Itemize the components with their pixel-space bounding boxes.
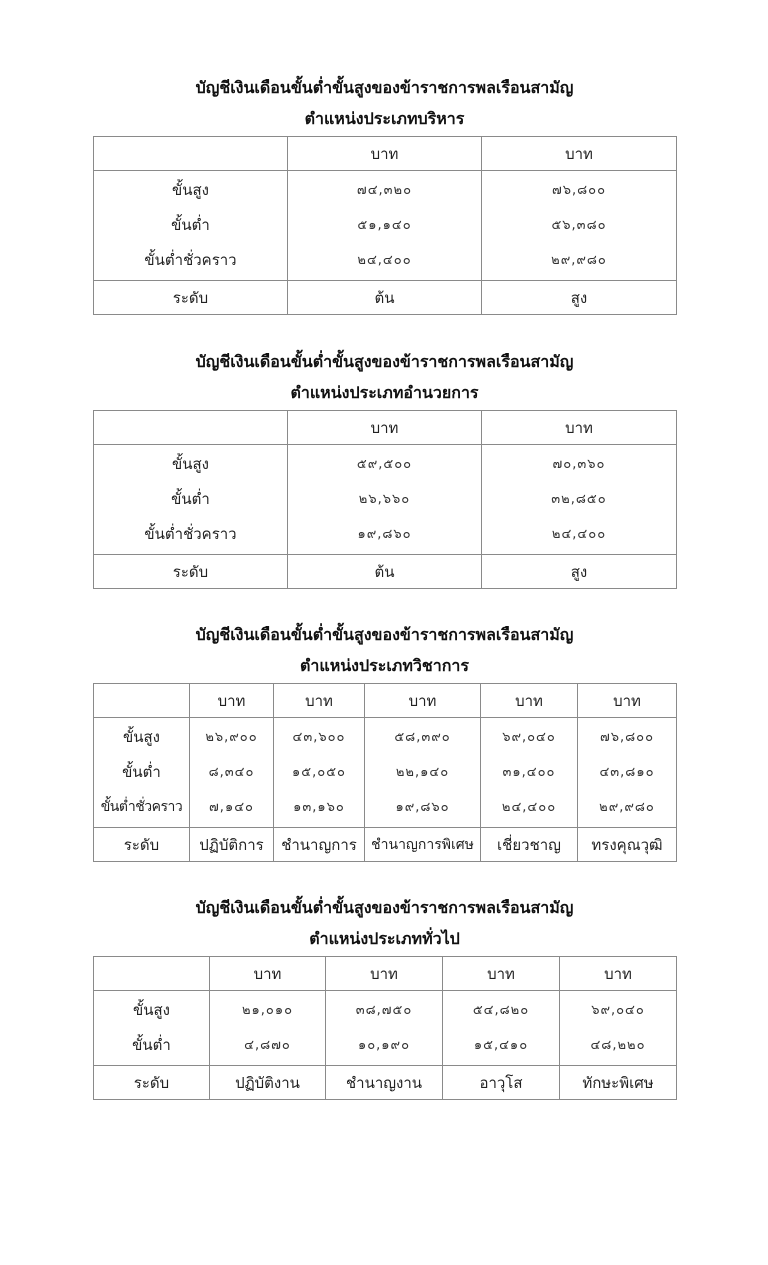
level-label: ระดับ [94,1066,210,1100]
unit-header: บาท [482,137,677,171]
level-cell: ชำนาญงาน [326,1066,443,1100]
value-column [274,718,365,828]
value-cell: ๒๔,๔๐๐ [551,527,607,542]
value-column [578,718,677,828]
value-column [365,718,481,828]
value-column [443,991,560,1066]
value-cell: ๖๙,๐๔๐ [591,1003,645,1018]
value-cell: ๑๓,๑๖๐ [293,800,345,815]
value-column [326,991,443,1066]
values-row [94,991,677,1066]
salary-table [93,136,677,315]
level-cell: ชำนาญการ [274,828,365,862]
row-label-min: ขั้นต่ำ [122,763,161,781]
unit-header: บาท [190,684,274,718]
value-cell: ๑๙,๘๖๐ [357,527,412,542]
level-cell: ทรงคุณวุฒิ [578,828,677,862]
row-label-temp-min: ขั้นต่ำชั่วคราว [144,251,237,269]
value-cell: ๑๐,๑๙๐ [357,1038,411,1053]
level-cell: อาวุโส [443,1066,560,1100]
value-column [288,171,482,281]
unit-header: บาท [288,137,482,171]
unit-header: บาท [481,684,578,718]
unit-header: บาท [482,411,677,445]
row-label-max: ขั้นสูง [172,455,209,473]
value-cell: ๔๘,๒๒๐ [590,1038,646,1053]
row-labels [94,445,288,555]
table-subtitle: ตำแหน่งประเภทวิชาการ [300,656,469,675]
value-cell: ๒๖,๖๖๐ [358,492,411,507]
value-column [482,445,677,555]
value-cell: ๔๓,๘๑๐ [599,765,655,780]
value-cell: ๑๕,๔๑๐ [473,1038,529,1053]
corner-cell [94,137,288,171]
table-subtitle: ตำแหน่งประเภททั่วไป [309,929,460,948]
value-cell: ๒๔,๔๐๐ [357,253,412,268]
values-row [94,445,677,555]
level-cell: สูง [482,555,677,589]
table-subtitle: ตำแหน่งประเภทบริหาร [304,109,465,128]
unit-header: บาท [210,957,326,991]
value-cell: ๓๒,๘๕๐ [551,492,607,507]
value-cell: ๒๔,๔๐๐ [501,800,557,815]
unit-header: บาท [560,957,677,991]
value-cell: ๕๖,๓๘๐ [551,218,607,233]
value-column [190,718,274,828]
value-column [210,991,326,1066]
table-title: บัญชีเงินเดือนขั้นต่ำขั้นสูงของข้าราชการพลเรือนสามัญ [195,78,574,97]
value-cell: ๕๙,๕๐๐ [356,457,413,472]
value-cell: ๒๙,๙๘๐ [551,253,607,268]
value-cell: ๔๓,๖๐๐ [292,730,346,745]
level-cell: ปฏิบัติการ [190,828,274,862]
value-cell: ๓๑,๔๐๐ [502,765,556,780]
level-cell: ทักษะพิเศษ [560,1066,677,1100]
value-cell: ๒๙,๙๘๐ [599,800,655,815]
value-cell: ๗,๑๔๐ [209,800,254,815]
corner-cell [94,684,190,718]
level-label: ระดับ [94,828,190,862]
value-cell: ๖๙,๐๔๐ [502,730,556,745]
value-cell: ๒๑,๐๑๐ [241,1003,294,1018]
level-cell: ต้น [288,555,482,589]
header-row [94,684,677,718]
level-label: ระดับ [94,281,288,315]
unit-header: บาท [326,957,443,991]
level-cell: ชำนาญการพิเศษ [365,828,481,862]
level-row [94,1066,677,1100]
values-row [94,718,677,828]
value-cell: ๘,๓๔๐ [208,765,255,780]
values-row [94,171,677,281]
corner-cell [94,957,210,991]
row-labels [94,718,190,828]
value-cell: ๓๘,๗๕๐ [355,1003,413,1018]
value-cell: ๗๐,๓๖๐ [552,457,606,472]
value-cell: ๗๔,๓๒๐ [356,183,413,198]
row-labels [94,171,288,281]
level-cell: ปฏิบัติงาน [210,1066,326,1100]
unit-header: บาท [443,957,560,991]
value-cell: ๕๘,๓๙๐ [394,730,451,745]
value-cell: ๔,๘๗๐ [244,1038,291,1053]
row-label-max: ขั้นสูง [172,181,209,199]
level-cell: สูง [482,281,677,315]
salary-table-executive [93,78,676,315]
row-label-min: ขั้นต่ำ [171,490,210,508]
unit-header: บาท [365,684,481,718]
header-row [94,957,677,991]
level-row [94,828,677,862]
value-column [481,718,578,828]
salary-table [93,683,677,862]
value-cell: ๕๔,๘๒๐ [472,1003,530,1018]
unit-header: บาท [578,684,677,718]
row-label-temp-min: ขั้นต่ำชั่วคราว [144,525,237,543]
value-cell: ๗๖,๘๐๐ [599,730,655,745]
row-labels [94,991,210,1066]
row-label-max: ขั้นสูง [123,728,160,746]
row-label-max: ขั้นสูง [133,1001,170,1019]
row-label-temp-min: ขั้นต่ำชั่วคราว [100,799,183,815]
value-cell: ๑๕,๐๕๐ [292,765,346,780]
header-row [94,137,677,171]
corner-cell [94,411,288,445]
table-title: บัญชีเงินเดือนขั้นต่ำขั้นสูงของข้าราชการพลเรือนสามัญ [195,352,574,371]
level-label: ระดับ [94,555,288,589]
level-cell: เชี่ยวชาญ [481,828,578,862]
value-cell: ๕๑,๑๔๐ [357,218,412,233]
table-title: บัญชีเงินเดือนขั้นต่ำขั้นสูงของข้าราชการพลเรือนสามัญ [195,898,574,917]
salary-table-managerial [93,352,676,589]
value-cell: ๗๖,๘๐๐ [551,183,607,198]
unit-header: บาท [274,684,365,718]
level-row [94,281,677,315]
level-row [94,555,677,589]
salary-table-academic [93,625,676,862]
salary-table [93,956,677,1100]
salary-table-general [93,898,676,1100]
table-subtitle: ตำแหน่งประเภทอำนวยการ [290,383,479,402]
table-title: บัญชีเงินเดือนขั้นต่ำขั้นสูงของข้าราชการพลเรือนสามัญ [195,625,574,644]
value-column [560,991,677,1066]
row-label-min: ขั้นต่ำ [171,216,210,234]
value-cell: ๒๒,๑๔๐ [395,765,450,780]
level-cell: ต้น [288,281,482,315]
salary-table [93,410,677,589]
value-cell: ๒๖,๙๐๐ [205,730,258,745]
unit-header: บาท [288,411,482,445]
row-label-min: ขั้นต่ำ [132,1036,171,1054]
value-column [288,445,482,555]
header-row [94,411,677,445]
value-column [482,171,677,281]
value-cell: ๑๙,๘๖๐ [395,800,450,815]
